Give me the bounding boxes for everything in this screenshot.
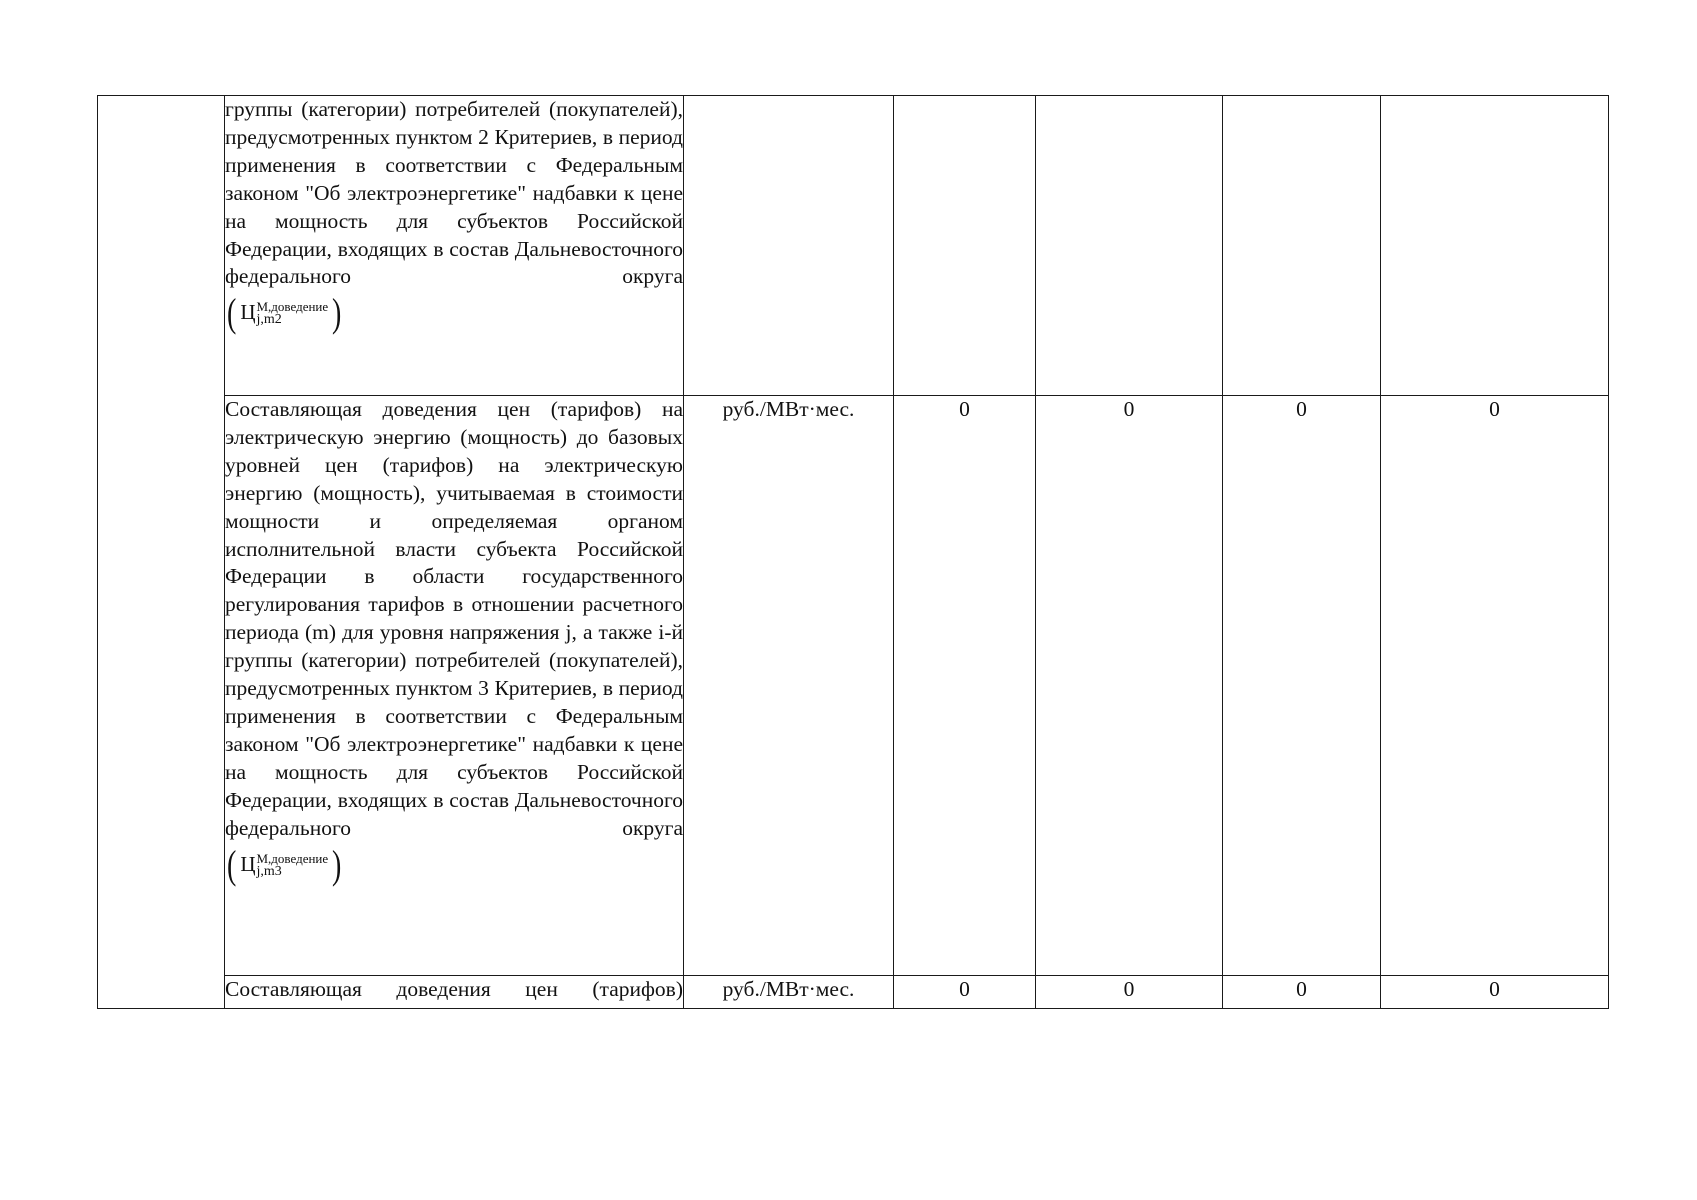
- value-cell-2: 0: [1036, 976, 1223, 1009]
- formula-symbol: Ц: [240, 851, 256, 876]
- description-cell: [225, 396, 684, 976]
- value-cell-3: 0: [1223, 396, 1381, 976]
- description-cell: [225, 96, 684, 396]
- value-cell-1: 0: [894, 976, 1036, 1009]
- tariff-table: [97, 95, 1609, 1009]
- value-cell-4: 0: [1381, 976, 1609, 1009]
- row-number-cell: [98, 96, 225, 1009]
- formula-paren-right: ): [332, 841, 342, 887]
- table-row: [98, 96, 1609, 396]
- unit-cell: руб./МВт·мес.: [684, 976, 894, 1009]
- table-row: [98, 976, 1609, 1009]
- formula-superscript: М,доведение: [256, 850, 329, 866]
- unit-cell: руб./МВт·мес.: [684, 396, 894, 976]
- value-cell-2: 0: [1036, 396, 1223, 976]
- description-text: группы (категории) потребителей (покупателей), предусмотренных пунктом 2 Критериев, в период применения в соответствии с Федеральным законом "Об электроэнергетике" надбавки к цене на мощность для субъектов Российской Федерации, входящих в состав Дальневосточного федерального округа: [225, 97, 683, 289]
- value-cell-1: 0: [894, 396, 1036, 976]
- description-cell: [225, 976, 684, 1009]
- formula-expression: [225, 291, 343, 335]
- formula-expression: [225, 843, 343, 887]
- formula-paren-left: (: [226, 290, 237, 336]
- formula-superscript: М,доведение: [256, 299, 329, 315]
- unit-cell: [684, 96, 894, 396]
- value-cell-1: [894, 96, 1036, 396]
- formula-paren-right: ): [332, 290, 342, 336]
- value-cell-4: [1381, 96, 1609, 396]
- formula-subscript: j,m2: [256, 312, 282, 328]
- formula-subscript: j,m3: [256, 863, 282, 879]
- table-row: [98, 396, 1609, 976]
- formula-scripts: [257, 852, 329, 878]
- value-cell-4: 0: [1381, 396, 1609, 976]
- description-text: Составляющая доведения цен (тарифов): [225, 977, 683, 1001]
- value-cell-3: 0: [1223, 976, 1381, 1009]
- formula-paren-left: (: [226, 841, 237, 887]
- description-text: Составляющая доведения цен (тарифов) на электрическую энергию (мощность) до базовых уровней цен (тарифов) на электрическую энергию (мощность), учитываемая в стоимости мощности и определяемая органом исполнительной власти субъекта Российской Федерации в области государственного регулирования тарифов в отношении расчетного периода (m) для уровня напряжения j, а также i-й группы (категории) потребителей (покупателей), предусмотренных пунктом 3 Критериев, в период применения в соответствии с Федеральным законом "Об электроэнергетике" надбавки к цене на мощность для субъектов Российской Федерации, входящих в состав Дальневосточного федерального округа: [225, 397, 683, 840]
- value-cell-2: [1036, 96, 1223, 396]
- formula-symbol: Ц: [240, 300, 256, 325]
- formula-scripts: [257, 300, 329, 326]
- value-cell-3: [1223, 96, 1381, 396]
